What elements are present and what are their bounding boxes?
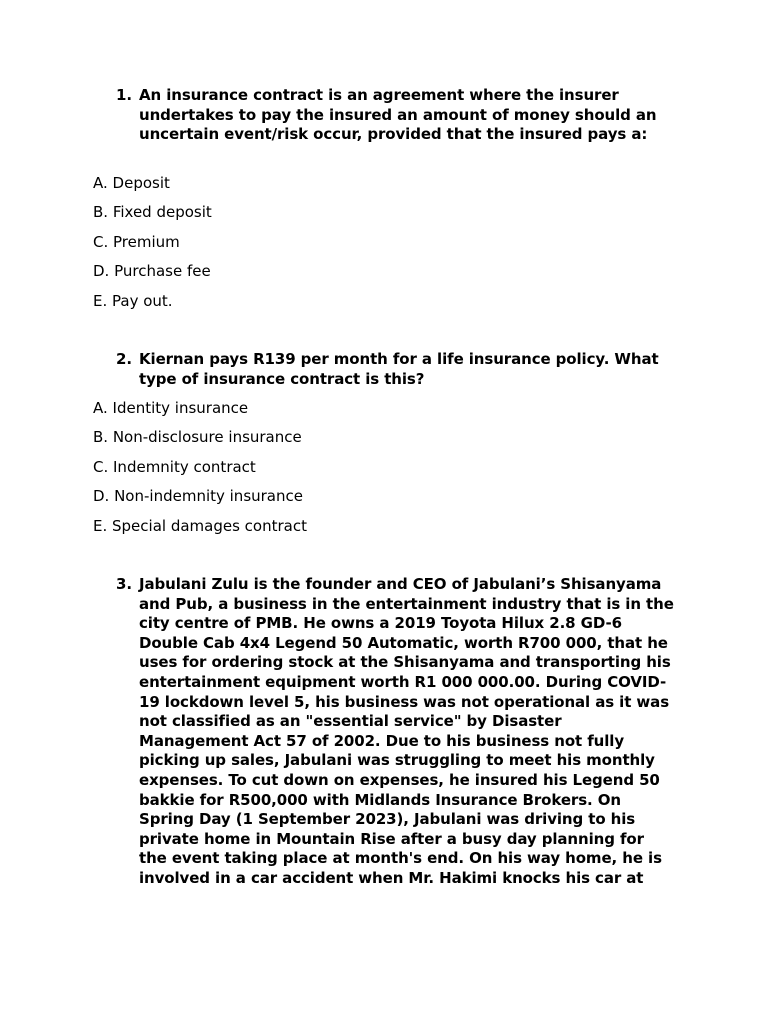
answer-options-1 [93,174,212,321]
answer-option: A. Identity insurance [93,399,249,417]
answer-options-2 [93,399,307,546]
question-1 [116,86,676,145]
answer-option: A. Deposit [93,174,170,192]
question-2 [116,350,676,389]
question-text: Jabulani Zulu is the founder and CEO of Jabulani’s Shisanyama and Pub, a business in the entertainment industry that is in the city centre of PMB. He owns a 2019 Toyota Hilux 2.8 GD-6 Double Cab 4x4 Legend 50 Automatic, worth R700 000, that he uses for ordering stock at the Shisanyama and transporting his entertainment equipment worth R1 000 000.00. During COVID-19 lockdown level 5, his business was not operational as it was not classified as an "essential service" by Disaster Management Act 57 of 2002. Due to his business not fully picking up sales, Jabulani was struggling to meet his monthly expenses. To cut down on expenses, he insured his Legend 50 bakkie for R500,000 with Midlands Insurance Brokers. On Spring Day (1 September 2023), Jabulani was driving to his private home in Mountain Rise after a busy day planning for the event taking place at month's end. On his way home, he is involved in a car accident when Mr. Hakimi knocks his car at [139,575,674,887]
answer-option: B. Fixed deposit [93,203,212,222]
question-number: 3. [116,575,132,593]
answer-option: D. Purchase fee [93,262,211,281]
answer-option: E. Pay out. [93,291,173,310]
answer-option: E. Special damages contract [93,516,307,535]
answer-option: D. Non-indemnity insurance [93,487,303,506]
question-number: 2. [116,350,132,368]
answer-option: C. Premium [93,232,180,251]
question-3 [116,575,676,889]
question-text: Kiernan pays R139 per month for a life insurance policy. What type of insurance contract is this? [139,350,659,388]
question-number: 1. [116,86,132,104]
answer-option: B. Non-disclosure insurance [93,428,302,447]
answer-option: C. Indemnity contract [93,457,256,476]
question-text: An insurance contract is an agreement where the insurer undertakes to pay the insured an amount of money should an uncertain event/risk occur, provided that the insured pays a: [139,86,657,144]
